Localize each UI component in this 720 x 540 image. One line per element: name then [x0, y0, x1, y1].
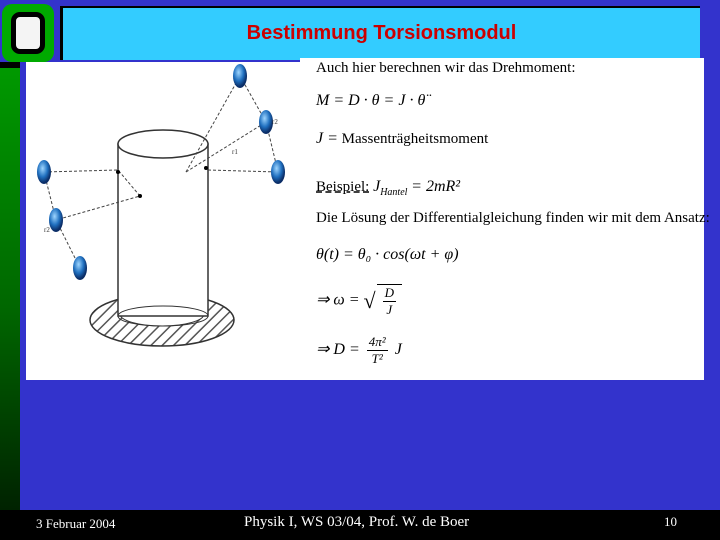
mass-ball-icon: [37, 160, 51, 184]
text-panel: [300, 58, 710, 380]
example-sub: Hantel: [380, 187, 408, 198]
equation-d: [316, 334, 402, 367]
moment-of-inertia-line: [316, 130, 488, 148]
d-times-j: J: [394, 341, 402, 359]
torsion-pendulum-figure: [26, 62, 300, 380]
implies-arrow-2: ⇒: [316, 341, 330, 359]
mass-ball-icon: [49, 208, 63, 232]
mass-ball-icon: [73, 256, 87, 280]
omega-label: ω =: [333, 291, 360, 309]
d-num: 4π²: [368, 334, 386, 349]
omega-num: D: [384, 285, 394, 300]
example-label: Beispiel:: [316, 179, 370, 195]
omega-den: J: [386, 302, 393, 317]
example-rhs: = 2mR²: [411, 178, 461, 195]
footer-page-number: 10: [664, 514, 677, 529]
cylinder-top: [118, 130, 208, 158]
example-j: J: [373, 178, 381, 195]
equation-omega: ⇒ ω = √ $\frac{D}{J}$: [316, 284, 402, 318]
intro-line: Auch hier berechnen wir das Drehmoment:: [316, 60, 576, 76]
example-line: [316, 178, 460, 198]
implies-arrow: ⇒: [316, 291, 330, 309]
footer-course: Physik I, WS 03/04, Prof. W. de Boer: [244, 514, 470, 530]
page-title: Bestimmung Torsionsmodul: [246, 22, 517, 44]
university-logo: [2, 4, 54, 62]
label-r2-top: r2: [272, 118, 278, 126]
mass-ball-icon: [233, 64, 247, 88]
equation-ansatz: θ(t) = θ₀ · cos(ωt + φ): [316, 246, 459, 263]
cylinder-body: [118, 144, 208, 316]
moment-of-inertia-text: Massenträgheitsmoment: [341, 131, 489, 147]
mass-ball-icon: [259, 110, 273, 134]
d-den: T²: [371, 351, 383, 366]
equation-torque: M = D · θ = J · θ̈: [316, 92, 426, 109]
mass-ball-icon: [271, 160, 285, 184]
j-symbol: J =: [316, 130, 338, 147]
solution-line: Die Lösung der Differentialgleichung finden wir mit dem Ansatz:: [316, 210, 710, 226]
green-side-bar: [0, 68, 20, 510]
label-r2-left: r2: [44, 226, 50, 234]
label-r1: r1: [232, 148, 238, 156]
title-bar: [60, 6, 700, 60]
d-label: D =: [333, 341, 360, 359]
footer-date: 3 Februar 2004: [36, 516, 116, 531]
logo-ring-icon: [11, 12, 45, 54]
